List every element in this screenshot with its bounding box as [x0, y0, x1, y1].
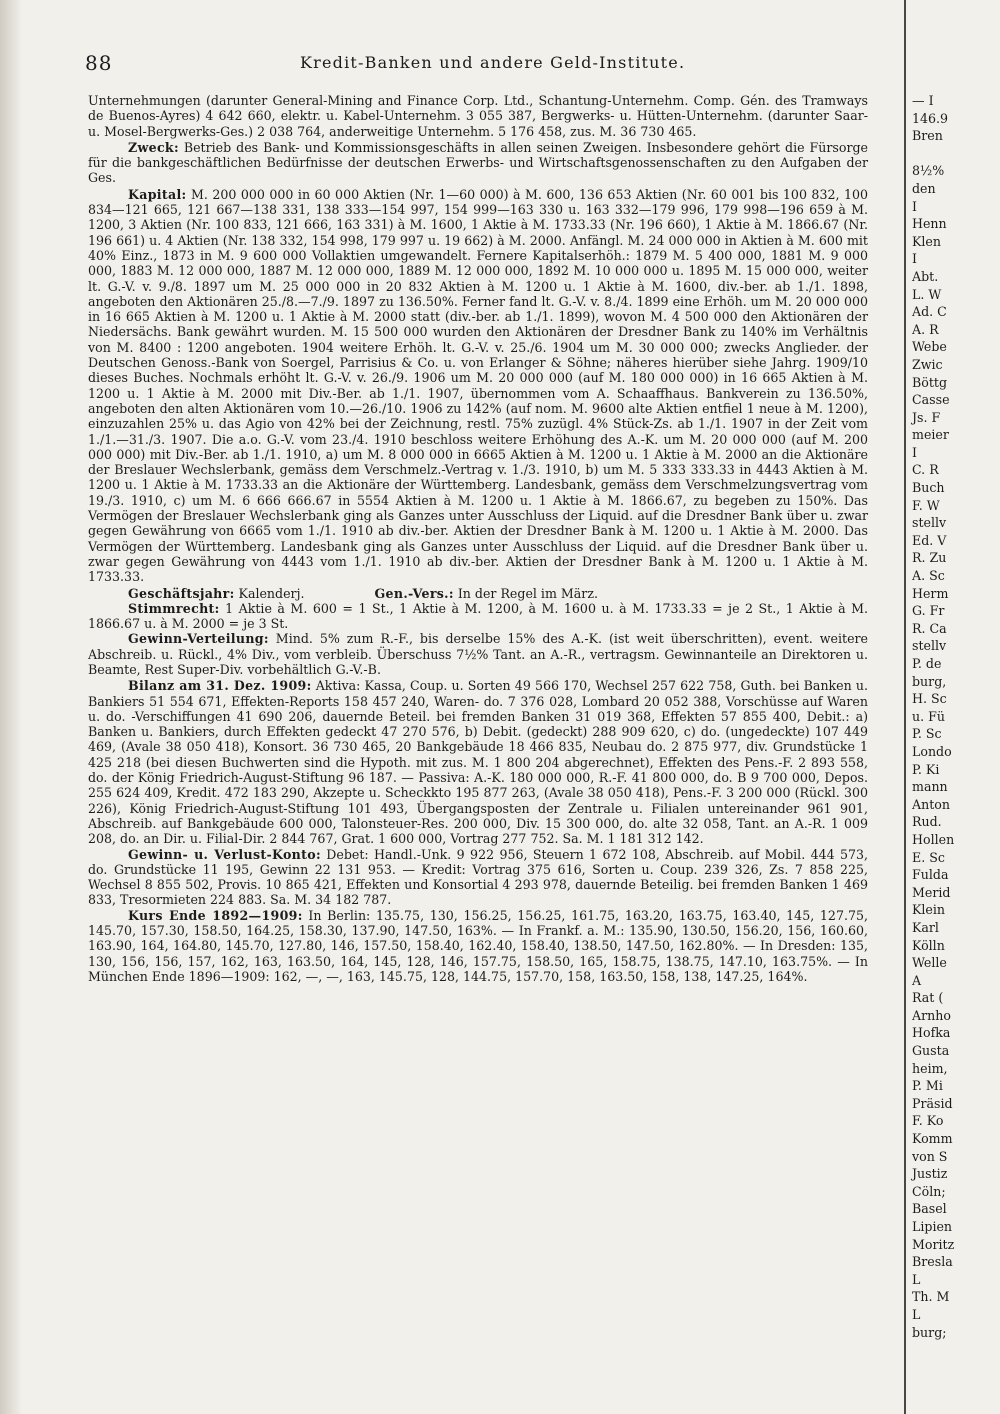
margin-fragment: Lipien: [912, 1219, 953, 1234]
margin-fragment: heim,: [912, 1060, 948, 1076]
margin-fragment: — I: [912, 93, 934, 108]
margin-fragment: R. Ca: [912, 620, 947, 636]
adjacent-column-text: [912, 93, 1000, 1342]
margin-fragment: F. Ko: [912, 1113, 944, 1129]
margin-fragment: E. Sc: [912, 849, 945, 865]
section-text: Debet: Handl.-Unk. 9 922 956, Steuern 1 672 108, Abschreib. auf Mobil. 444 573, do. Grundstücke 11 195, Gewinn 22 131 953. — Kredit: Vortrag 375 616, Sorten u. Coup. 239 326, Zs. 7 858 225, Wechsel 8 855 502, Provis. 10 865 421, Effekten und Konsortial 4 293 978, dauernde Beteilig. bei fremden Banken 1 469 833, Tresormieten 224 883. Sa. M. 34 182 787.: [88, 846, 869, 908]
margin-fragment: R. Zu: [912, 550, 947, 566]
margin-fragment: Rat (: [912, 990, 944, 1006]
margin-fragment: Cöln;: [912, 1183, 946, 1199]
page-number: 88: [85, 51, 113, 75]
section-text: Betrieb des Bank- und Kommissionsgeschäfts in allen seinen Zweigen. Insbesondere gehört die Fürsorge für die bankgeschäftlichen Bedürfnisse der deutschen Erwerbs- und Wirtschaftsgenossenschaften zu den Aufgaben der Ges.: [88, 139, 868, 186]
section-kurs: [88, 908, 868, 984]
margin-fragment: meier: [912, 427, 949, 443]
section-text: Aktiva: Kassa, Coup. u. Sorten 49 566 170, Wechsel 257 622 758, Guth. bei Banken u. Bankiers 51 554 671, Effekten-Reports 158 457 240, Waren- do. 7 376 028, Lombard 20 052 388, Vorschüsse auf Waren u. do. -Verschiffungen 41 690 206, dauernde Beteil. bei fremden Banken 31 019 368, Effekten 57 855 400, Debit.: a) Banken u. Bankiers, durch Effekten gedeckt 47 270 576, b) Debit. (gedeckt) 288 909 620, c) do. (ungedeckte) 107 449 469, (Avale 38 050 418), Konsort. 36 730 465, 20 Bankgebäude 18 466 835, Neubau do. 2 875 977, div. Grundstücke 1 425 218 (bei diesen Buchwerten sind die Hypoth. mit zus. M. 1 800 204 abgerechnet), Effekten des Pens.-F. 2 893 558, do. der König Friedrich-August-Stiftung 96 187. — Passiva: A.-K. 180 000 000, R.-F. 41 800 000, do. B 9 700 000, Depos. 255 624 409, Kredit. 472 183 290, Akzepte u. Scheckkto 195 877 263, (Avale 38 050 418), Pens.-F. 3 200 000 (Rückl. 300 226), König Friedrich-August-Stiftung 101 493, Übergangsposten der Zentrale u. Filialen untereinander 961 901, Abschreib. auf Bankgebäude 600 000, Talonsteuer-Res. 200 000, Div. 15 300 000, do. alte 32 058, Tant. an A.-R. 1 009 208, do. an Dir. u. Filial-Dir. 2 844 767, Grat. 1 600 000, Vortrag 277 752. Sa. M. 1 181 312 142.: [88, 678, 869, 847]
margin-fragment: mann: [912, 779, 948, 795]
margin-fragment: A: [912, 972, 922, 988]
margin-fragment: Hollen: [912, 831, 955, 847]
section-label: Bilanz am 31. Dez. 1909:: [128, 678, 312, 694]
margin-fragment: Ad. C: [912, 304, 947, 320]
section-geschaeftsjahr-genvers: [88, 586, 868, 601]
margin-fragment: Buch: [912, 480, 945, 496]
margin-fragment: Hofka: [912, 1025, 951, 1041]
margin-fragment: Merid: [912, 884, 951, 900]
margin-fragment: Rud.: [912, 814, 942, 830]
section-text: 1 Aktie à M. 600 = 1 St., 1 Aktie à M. 1200, à M. 1600 u. à M. 1733.33 = je 2 St., 1 Aktie à M. 1866.67 u. à M. 2000 = je 3 St.: [88, 600, 868, 632]
section-label: Gen.-Vers.:: [374, 585, 454, 601]
margin-fragment: P. de: [912, 656, 942, 671]
section-gewinn-verlust: [88, 847, 868, 908]
margin-fragment: u. Fü: [912, 708, 945, 724]
section-zweck: [88, 140, 868, 186]
margin-fragment: L. W: [912, 286, 942, 302]
margin-fragment: L: [912, 1271, 921, 1287]
margin-fragment: Fulda: [912, 867, 949, 883]
main-column: [88, 93, 868, 984]
margin-fragment: von S: [912, 1148, 948, 1164]
margin-fragment: Welle: [912, 955, 947, 971]
margin-fragment: Präsid: [912, 1095, 953, 1111]
margin-fragment: Kölln: [912, 937, 945, 953]
margin-fragment: Londo: [912, 743, 952, 759]
margin-fragment: Webe: [912, 339, 947, 355]
section-label: Geschäftsjahr:: [128, 585, 235, 601]
margin-fragment: H. Sc: [912, 691, 947, 707]
section-bilanz: [88, 678, 868, 846]
margin-fragment: Zwic: [912, 356, 943, 372]
section-gewinn-verteilung: [88, 631, 868, 677]
margin-fragment: burg;: [912, 1324, 947, 1340]
section-text: In der Regel im März.: [453, 585, 598, 601]
margin-fragment: I: [912, 198, 917, 214]
section-label: Kurs Ende 1892—1909:: [128, 907, 303, 923]
margin-fragment: den: [912, 180, 936, 196]
margin-fragment: A. R: [912, 321, 939, 337]
margin-fragment: Bresla: [912, 1254, 953, 1270]
margin-fragment: Klein: [912, 902, 946, 918]
margin-fragment: Karl: [912, 919, 939, 935]
margin-fragment: Th. M: [912, 1289, 950, 1305]
margin-fragment: Anton: [912, 796, 950, 812]
margin-fragment: F. W: [912, 497, 940, 513]
section-text: Kalenderj.: [234, 585, 305, 601]
section-label: Gewinn-Verteilung:: [128, 631, 269, 647]
margin-fragment: Bren: [912, 128, 943, 144]
margin-fragment: P. Mi: [912, 1078, 943, 1094]
running-title: Kredit-Banken und andere Geld-Institute.: [300, 53, 686, 72]
margin-fragment: Komm: [912, 1131, 953, 1147]
margin-fragment: Abt.: [912, 268, 939, 284]
intro-paragraph: Unternehmungen (darunter General-Mining and Finance Corp. Ltd., Schantung-Unternehm. Comp. Gén. des Tramways de Buenos-Ayres) 4 642 660, elektr. u. Kabel-Unternehm. 3 055 387, Bergwerks- u. Hütten-Unternehm. (darunter Saar- u. Mosel-Bergwerks-Ges.) 2 038 764, anderweitige Unternehm. 5 176 458, zus. M. 36 730 465.: [88, 93, 868, 139]
margin-fragment: Basel: [912, 1201, 947, 1217]
margin-fragment: Herm: [912, 585, 949, 601]
adjacent-page-fragment: [880, 93, 1000, 1414]
margin-fragment: A. Sc: [912, 568, 945, 584]
margin-fragment: Klen: [912, 233, 942, 249]
page-header: [0, 51, 1000, 77]
margin-fragment: Justiz: [912, 1166, 948, 1182]
section-kapital: [88, 187, 868, 585]
margin-fragment: 146.9: [912, 110, 949, 126]
margin-fragment: Arnho: [912, 1007, 951, 1023]
margin-fragment: burg,: [912, 673, 947, 689]
margin-fragment: Henn: [912, 216, 947, 232]
margin-fragment: Böttg: [912, 374, 948, 390]
margin-fragment: stellv: [912, 515, 947, 531]
section-label: Gewinn- u. Verlust-Konto:: [128, 846, 321, 862]
margin-fragment: Js. F: [912, 409, 941, 425]
section-label: Stimmrecht:: [128, 600, 220, 616]
margin-fragment: P. Sc: [912, 726, 942, 742]
margin-fragment: Casse: [912, 392, 950, 408]
section-label: Zweck:: [128, 139, 179, 155]
binding-gutter: [0, 0, 22, 1414]
margin-fragment: Ed. V: [912, 532, 947, 548]
section-text: M. 200 000 000 in 60 000 Aktien (Nr. 1—60 000) à M. 600, 136 653 Aktien (Nr. 60 001 bis 100 832, 100 834—121 665, 121 667—138 331, 138 333—154 997, 154 999—163 330 u. 163 332—179 996, 179 998—196 659 à M. 1200, 3 Aktien (Nr. 100 833, 121 666, 163 331) à M. 1600, 1 Aktie à M. 1733.33 (Nr. 196 660), 1 Aktie à M. 1866.67 (Nr. 196 661) u. 4 Aktien (Nr. 138 332, 154 998, 179 997 u. 19 662) à M. 2000. Anfängl. M. 24 000 000 in Aktien à M. 600 mit 40% Einz., 1873 in M. 9 600 000 Vollaktien umgewandelt. Fernere Kapitalserhöh.: 1879 M. 5 400 000, 1881 M. 9 000 000, 1883 M. 12 000 000, 1887 M. 12 000 000, 1889 M. 12 000 000, 1892 M. 10 000 000 u. 1895 M. 15 000 000, weiter lt. G.-V. v. 9./8. 1897 um M. 25 000 000 in 20 832 Aktien à M. 1200 u. 1 Aktie à M. 1600, div.-ber. ab 1./1. 1898, angeboten den Aktionären 25./8.—7./9. 1897 zu 136.50%. Ferner fand lt. G.-V. v. 8./4. 1899 eine Erhöh. um M. 20 000 000 in 16 665 Aktien à M. 1200 u. 1 Aktie à M. 2000 statt (div.-ber. ab 1./1. 1899), wovon M. 4 500 000 den Aktionären der Niedersächs. Bank gewährt wurden. M. 15 500 000 wurden den Aktionären der Dresdner Bank zu 140% im Verhältnis von M. 8400 : 1200 angeboten. 1904 weitere Erhöh. lt. G.-V. v. 25./6. 1904 um M. 30 000 000; zwecks Anglieder. der Deutschen Genoss.-Bank von Soergel, Parrisius & Co. u. von Erlanger & Söhne; näheres hierüber siehe Jahrg. 1909/10 dieses Buches. Nochmals erhöht lt. G.-V. v. 26./9. 1906 um M. 20 000 000 (auf M. 180 000 000) in 16 665 Aktien à M. 1200 u. 1 Aktie à M. 2000 mit Div.-Ber. ab 1./1. 1907, übernommen vom A. Schaaffhaus. Bankverein zu 136.50%, angeboten den alten Aktionären vom 10.—26./10. 1906 zu 142% (auf nom. M. 9600 alte Aktien entfiel 1 neue à M. 1200), einzuzahlen 25% u. das Agio von 42% bei der Zeichnung, restl. 75% zuzügl. 4% Stück-Zs. ab 1./1. 1907 in der Zeit vom 1./1.—31./3. 1907. Die a.o. G.-V. vom 23./4. 1910 beschloss weitere Erhöhung des A.-K. um M. 20 000 000 (auf M. 200 000 000) mit Div.-Ber. ab 1./1. 1910, a) um M. 8 000 000 in 6665 Aktien à M. 1200 u. 1 Aktie à M. 2000 an die Aktionäre der Breslauer Wechslerbank, gemäss dem Verschmelz.-Vertrag v. 1./3. 1910, b) um M. 5 333 333.33 in 4443 Aktien à M. 1200 u. 1 Aktie à M. 1733.33 an die Aktionäre der Württemberg. Landesbank, gemäss dem Verschmelzungsvertrag vom 19./3. 1910, c) um M. 6 666 666.67 in 5554 Aktien à M. 1200 u. 1 Aktie à M. 1866.67, zu begeben zu 150%. Das Vermögen der Breslauer Wechslerbank ging als Ganzes unter Ausschluss der Liquid. auf die Dresdner Bank über u. zwar gegen Gewährung von 6665 vom 1./1. 1910 ab div.-ber. Aktien der Dresdner Bank à M. 1200 u. 1 Aktie à M. 2000. Das Vermögen der Württemberg. Landesbank ging als Ganzes unter Ausschluss der Liquid. auf die Dresdner Bank über u. zwar gegen Gewährung von 4443 vom 1./1. 1910 ab div.-ber. Aktien der Dresdner Bank à M. 1200 u. 1 Aktie à M. 1733.33.: [88, 186, 868, 585]
margin-fragment: P. Ki: [912, 761, 940, 777]
margin-fragment: L: [912, 1306, 921, 1322]
margin-fragment: C. R: [912, 462, 939, 478]
margin-fragment: I: [912, 444, 917, 460]
margin-fragment: [912, 146, 1000, 164]
margin-fragment: Gusta: [912, 1043, 950, 1059]
section-label: Kapital:: [128, 186, 187, 202]
margin-fragment: 8½%: [912, 163, 945, 179]
margin-fragment: stellv: [912, 638, 947, 654]
margin-fragment: G. Fr: [912, 603, 945, 619]
section-stimmrecht: [88, 601, 868, 632]
section-text: In Berlin: 135.75, 130, 156.25, 156.25, 161.75, 163.20, 163.75, 163.40, 145, 127.75, 145.70, 157.30, 158.50, 164.25, 158.30, 137.90, 147.50, 163%. — In Frankf. a. M.: 135.90, 130.50, 156.20, 156, 160.60, 163.90, 164, 164.80, 145.70, 127.80, 146, 157.50, 158.40, 162.40, 158.40, 138.50, 147.50, 162.80%. — In Dresden: 135, 130, 156, 156, 157, 162, 163, 163.50, 164, 145, 128, 146, 157.75, 158.50, 165, 158.75, 138.75, 147.10, 163.75%. — In München Ende 1896—1909: 162, —, —, 163, 145.75, 128, 144.75, 157.70, 158, 163.50, 158, 138, 147.25, 164%.: [88, 907, 868, 984]
margin-fragment: Moritz: [912, 1236, 955, 1252]
section-text: Mind. 5% zum R.-F., bis derselbe 15% des A.-K. (ist weit überschritten), event. weitere Abschreib. u. Rückl., 4% Div., vom verbleib. Überschuss 7½% Tant. an A.-R., vertragsm. Gewinnanteile an Direktoren u. Beamte, Rest Super-Div. vorbehältlich G.-V.-B.: [88, 631, 868, 677]
margin-fragment: I: [912, 251, 917, 267]
